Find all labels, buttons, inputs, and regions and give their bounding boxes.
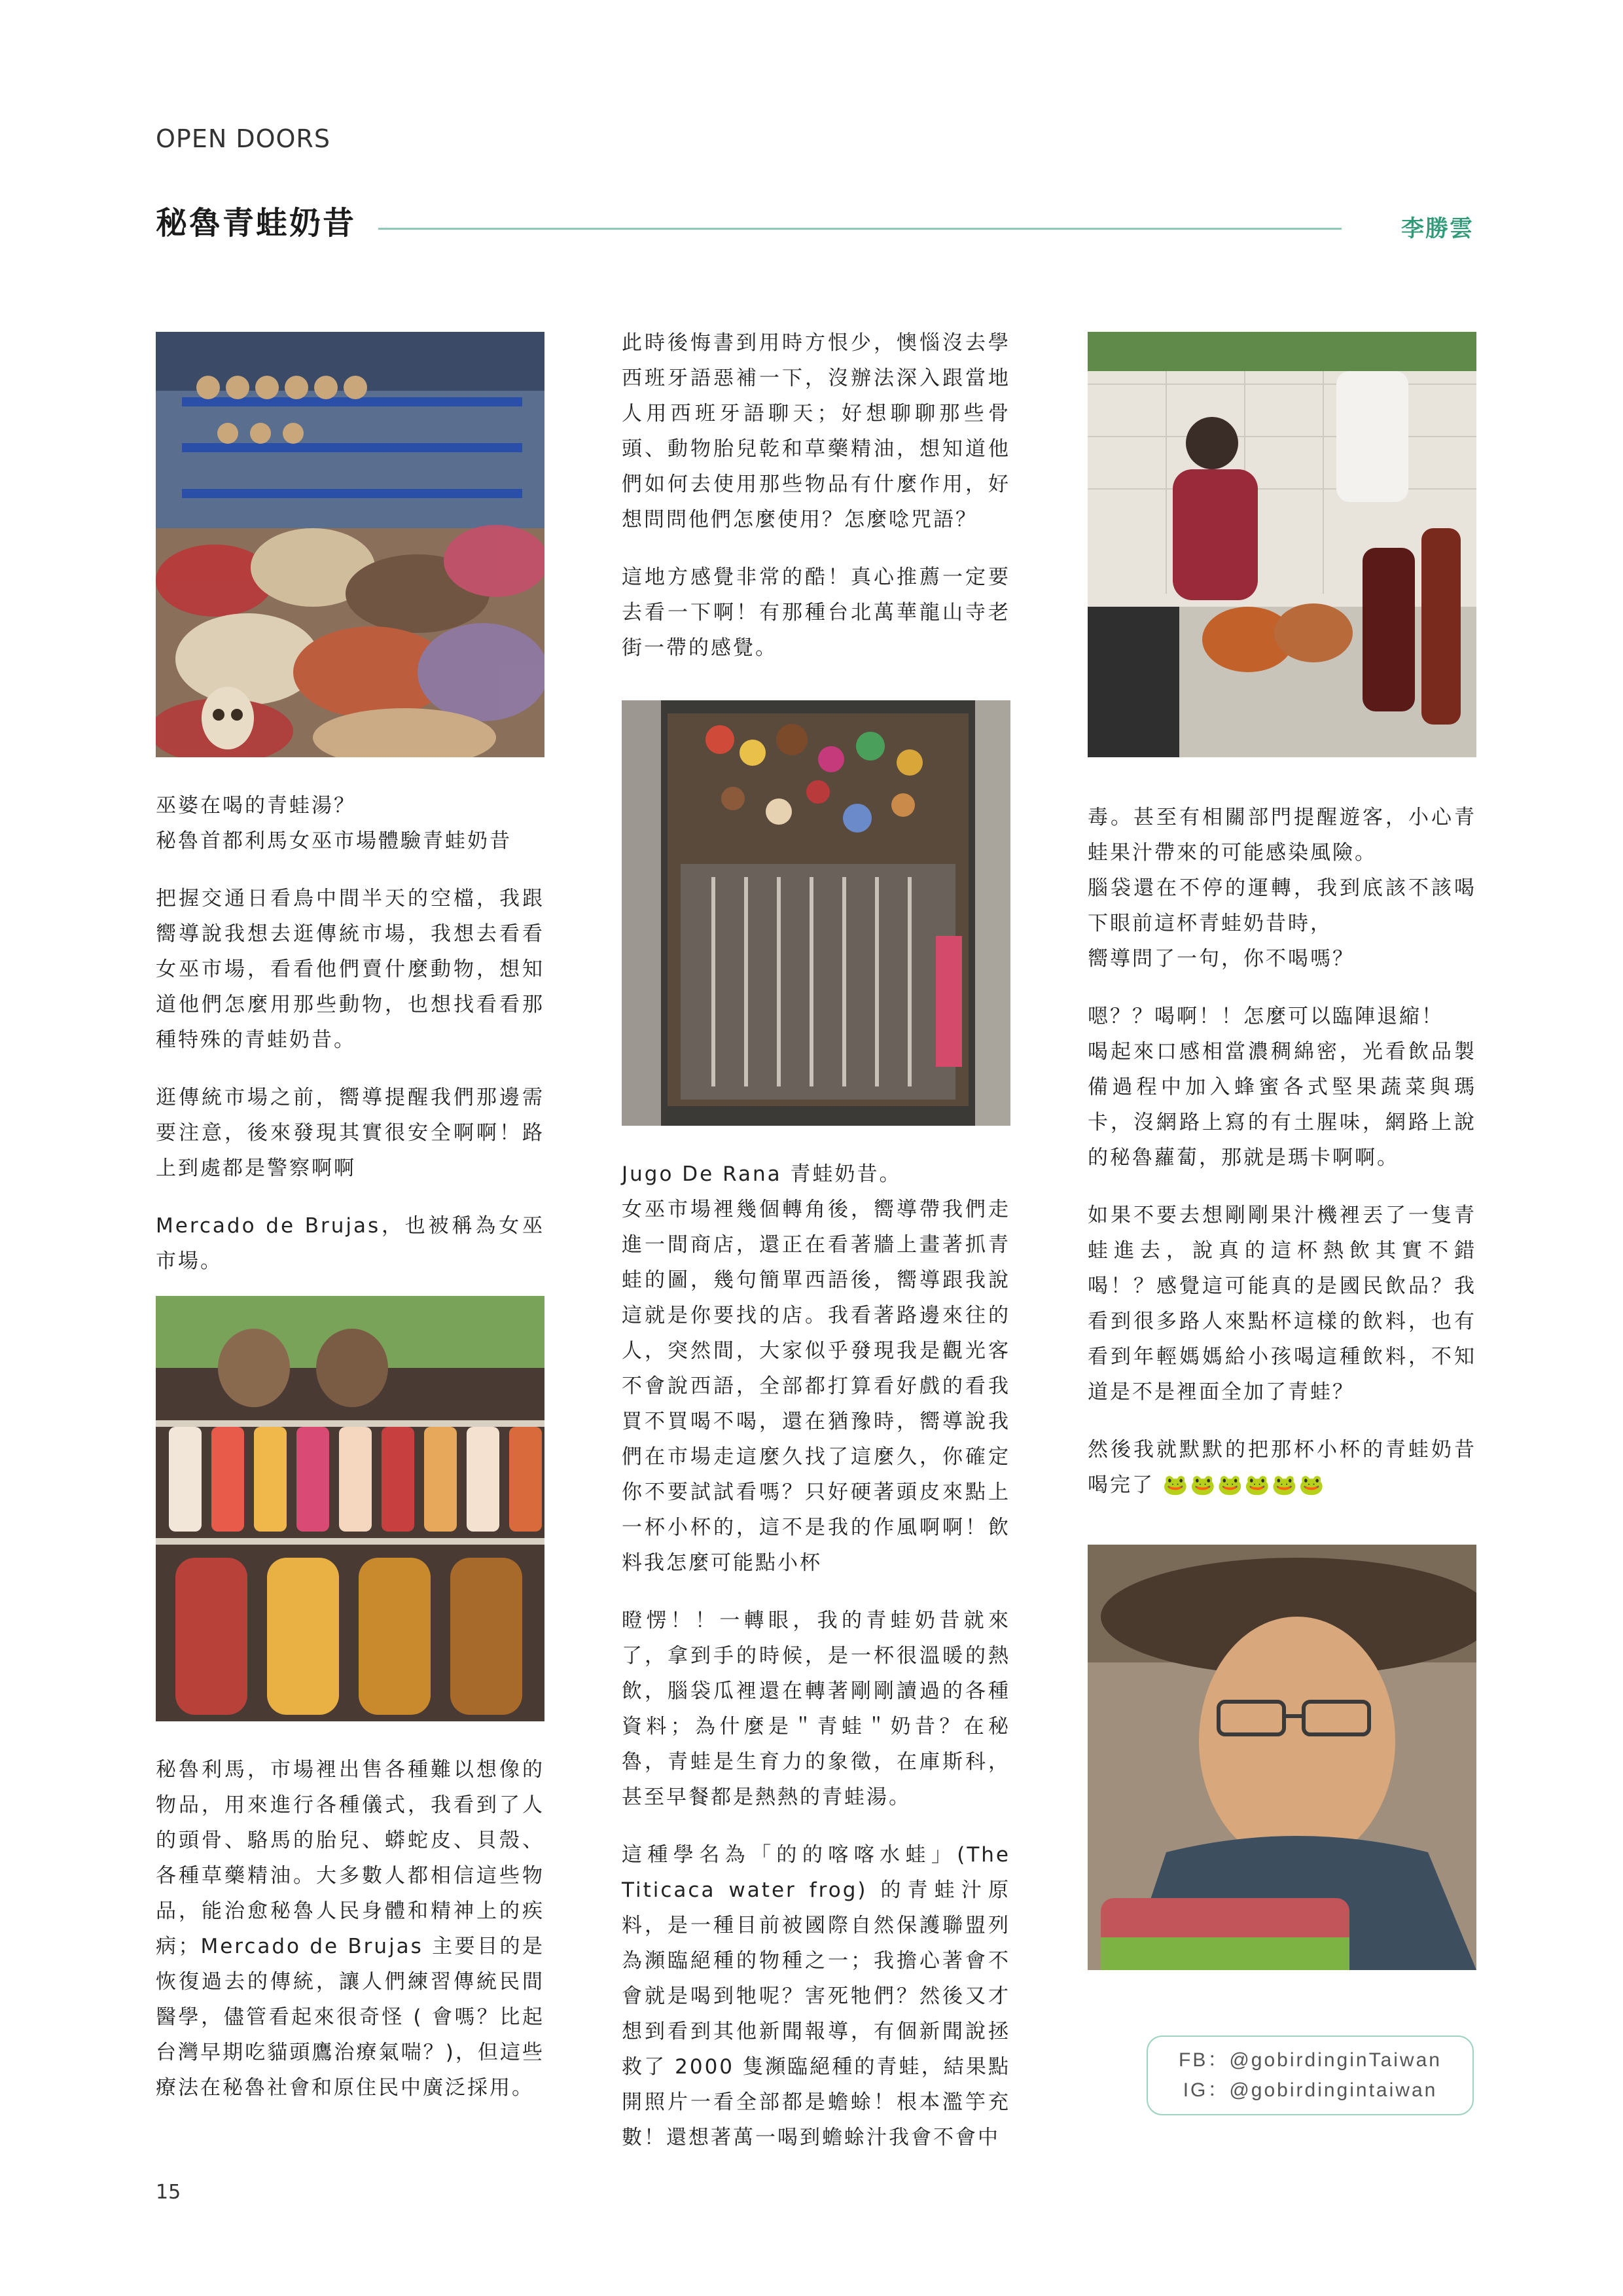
photo-potion-bottles xyxy=(156,1296,544,1721)
article-subtitle: 巫婆在喝的青蛙湯？ xyxy=(156,794,356,817)
paragraph: 嚮導問了一句，你不喝嗎？ xyxy=(1088,947,1355,971)
paragraph xyxy=(1088,1432,1476,1503)
potion-bottles-illustration xyxy=(156,1296,544,1721)
photo-author-selfie xyxy=(1088,1545,1476,1970)
section-kicker: OPEN DOORS xyxy=(156,124,330,153)
page-number: 15 xyxy=(156,2181,181,2204)
paragraph: 腦袋還在不停的運轉，我到底該不該喝下眼前這杯青蛙奶昔時， xyxy=(1088,876,1476,935)
paragraph: 把握交通日看鳥中間半天的空檔，我跟嚮導說我想去逛傳統市場，我想去看看女巫市場，看看他們賣什麼動物，想知道他們怎麼用那些動物，也想找看看那種特殊的青蛙奶昔。 xyxy=(156,887,544,1052)
paragraph: 毒。甚至有相關部門提醒遊客，小心青蛙果汁帶來的可能感染風險。 xyxy=(1088,806,1476,865)
author-selfie-illustration xyxy=(1088,1545,1476,1970)
closing-text: 然後我就默默的把那杯小杯的青蛙奶昔喝完了 xyxy=(1088,1438,1476,1497)
paragraph: 如果不要去想剛剛果汁機裡丟了一隻青蛙進去，說真的這杯熱飲其實不錯喝！？感覺這可能真的是國民飲品？我看到很多路人來點杯這樣的飲料，也有看到年輕媽媽給小孩喝這種飲料，不知道是不是裡面全加了青蛙？ xyxy=(1088,1204,1476,1404)
paragraph: 女巫市場裡幾個轉角後，嚮導帶我們走進一間商店，還正在看著牆上畫著抓青蛙的圖，幾句簡單西語後，嚮導跟我說這就是你要找的店。我看著路邊來往的人，突然間，大家似乎發現我是觀光客不會說西語，全部都打算看好戲的看我買不買喝不喝，還在猶豫時，嚮導說我們在市場走這麼久找了這麼久，你確定你不要試試看嗎？只好硬著頭皮來點上一杯小杯的，這不是我的作風啊啊！飲料我怎麼可能點小杯 xyxy=(622,1198,1010,1575)
paragraph: 秘魯利馬，市場裡出售各種難以想像的物品，用來進行各種儀式，我看到了人的頭骨、駱馬的胎兒、蟒蛇皮、貝殼、各種草藥精油。大多數人都相信這些物品，能治愈秘魯人民身體和精神上的疾病；Mercado de Brujas 主要目的是恢復過去的傳統，讓人們練習傳統民間醫學，儘管看起來很奇怪 ( 會嗎？比起台灣早期吃貓頭鷹治療氣喘？)，但這些療法在秘魯社會和原住民中廣泛採用。 xyxy=(156,1758,544,2100)
market-shelves-illustration xyxy=(156,332,544,757)
paragraph: 逛傳統市場之前，嚮導提醒我們那邊需要注意，後來發現其實很安全啊啊！路上到處都是警察啊啊 xyxy=(156,1086,544,1180)
article-subtitle-line2: 秘魯首都利馬女巫市場體驗青蛙奶昔 xyxy=(156,829,512,853)
section-heading: Jugo De Rana 青蛙奶昔。 xyxy=(622,1162,902,1186)
paragraph: Mercado de Brujas，也被稱為女巫市場。 xyxy=(156,1214,544,1273)
stall-front-illustration xyxy=(622,700,1010,1126)
paragraph: 瞪愣！！一轉眼，我的青蛙奶昔就來了，拿到手的時候，是一杯很溫暖的熱飲，腦袋瓜裡還在轉著剛剛讀過的各種資料；為什麼是＂青蛙＂奶昔？在秘魯，青蛙是生育力的象徵，在庫斯科，甚至早餐都是熱熱的青蛙湯。 xyxy=(622,1609,1010,1809)
frog-emoji-row: 🐸🐸🐸🐸🐸🐸 xyxy=(1162,1473,1327,1497)
paragraph: 這種學名為「的的喀喀水蛙」(The Titicaca water frog) 的青蛙汁原料，是一種目前被國際自然保護聯盟列為瀕臨絕種的物種之一；我擔心著會不會就是喝到牠呢？害死牠們？然後又才想到看到其他新聞報導，有個新聞說拯救了 2000 隻瀕臨絕種的青蛙，結果點開照片一看全部都是蟾蜍！根本濫竽充數！還想著萬一喝到蟾蜍汁我會不會中 xyxy=(622,1843,1010,2149)
paragraph: 嗯？？喝啊！！怎麼可以臨陣退縮！ xyxy=(1088,1005,1444,1028)
social-badge xyxy=(1147,2036,1474,2115)
juice-counter-illustration xyxy=(1088,332,1476,757)
author-name: 李勝雲 xyxy=(1400,216,1474,242)
paragraph: 這地方感覺非常的酷！真心推薦一定要去看一下啊！有那種台北萬華龍山寺老街一帶的感覺。 xyxy=(622,565,1010,660)
photo-stall-front xyxy=(622,700,1010,1126)
instagram-handle[interactable]: IG：@gobirdingintaiwan xyxy=(1183,2079,1438,2101)
article-title: 秘魯青蛙奶昔 xyxy=(156,205,357,242)
facebook-handle[interactable]: FB：@gobirdinginTaiwan xyxy=(1179,2049,1442,2071)
title-rule xyxy=(378,228,1342,230)
paragraph: 此時後悔書到用時方恨少，懊惱沒去學西班牙語惡補一下，沒辦法深入跟當地人用西班牙語聊天；好想聊聊那些骨頭、動物胎兒乾和草藥精油，想知道他們如何去使用那些物品有什麼作用，好想問問他們怎麼使用？怎麼唸咒語？ xyxy=(622,331,1010,531)
photo-market-shelves xyxy=(156,332,544,757)
paragraph: 喝起來口感相當濃稠綿密，光看飲品製備過程中加入蜂蜜各式堅果蔬菜與瑪卡，沒網路上寫的有土腥味，網路上說的秘魯蘿蔔，那就是瑪卡啊啊。 xyxy=(1088,1040,1476,1170)
photo-juice-counter xyxy=(1088,332,1476,757)
